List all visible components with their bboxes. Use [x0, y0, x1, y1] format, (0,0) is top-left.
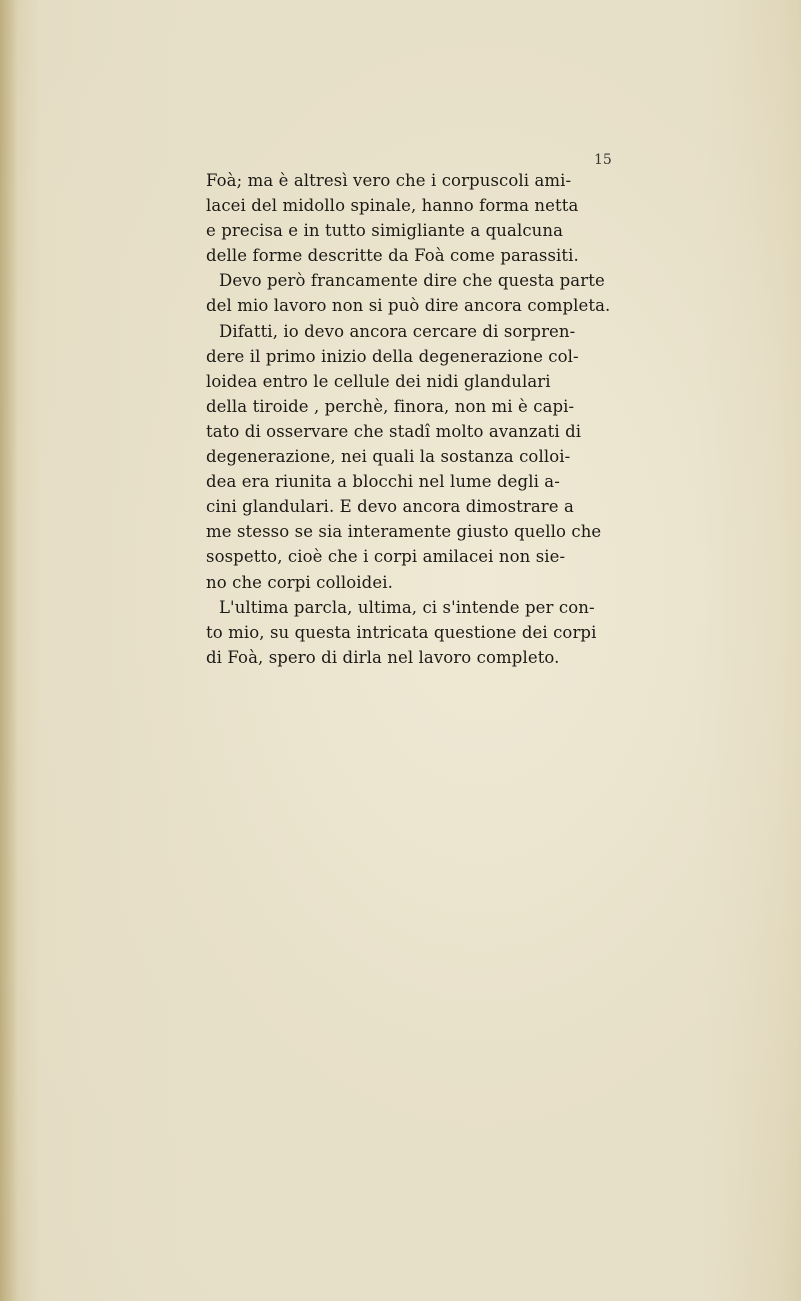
text-line: no che corpi colloidei. — [206, 572, 393, 592]
text-line: to mio, su questa intricata questione dei corpi — [206, 622, 597, 642]
text-line: Foà; ma è altresì vero che i corpuscoli ami- — [206, 171, 572, 190]
text-line: L'ultima parcla, ultima, ci s'intende per con- — [219, 597, 595, 617]
text-line: e precisa e in tutto simigliante a qualcuna — [206, 221, 564, 241]
text-line: sospetto, cioè che i corpi amilacei non sie- — [206, 547, 566, 567]
text-line: tato di osservare che stadî molto avanzati di — [206, 421, 582, 441]
text-line: dea era riunita a blocchi nel lume degli a- — [206, 472, 560, 492]
text-line: di Foà, spero di dirla nel lavoro completo. — [206, 647, 560, 667]
text-line: degenerazione, nei quali la sostanza colloi- — [206, 447, 571, 467]
text-line: Devo però francamente dire che questa parte — [219, 271, 605, 291]
text-line: me stesso se sia interamente giusto quello che — [206, 522, 602, 542]
text-line: lacei del midollo spinale, hanno forma netta — [206, 196, 579, 216]
text-line: Difatti, io devo ancora cercare di sorpren- — [219, 321, 576, 341]
text-line: cini glandulari. E devo ancora dimostrare a — [206, 497, 574, 517]
text-line: dere il primo inizio della degenerazione col- — [206, 346, 579, 366]
text-line: loidea entro le cellule dei nidi glandulari — [206, 371, 551, 391]
text-line: del mio lavoro non si può dire ancora completa. — [206, 296, 611, 316]
text-line: della tiroide , perchè, finora, non mi è capi- — [206, 396, 575, 416]
page-spine-shadow — [0, 0, 18, 1301]
body-text — [206, 168, 626, 670]
page-number: 15 — [594, 152, 612, 168]
text-line: delle forme descritte da Foà come parassiti. — [206, 246, 579, 266]
